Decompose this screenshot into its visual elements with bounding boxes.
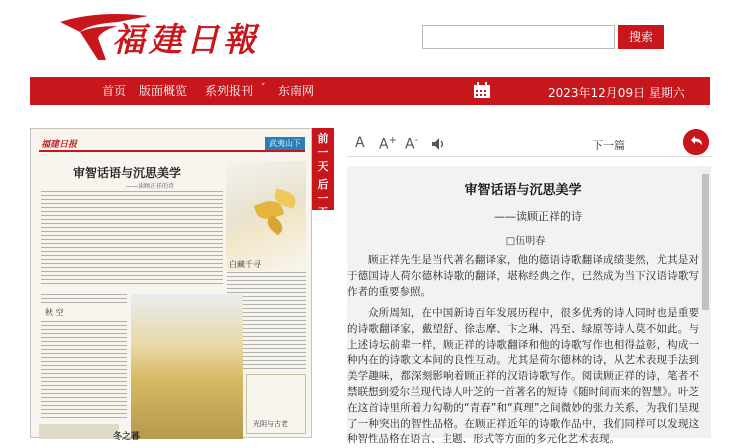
- paper-sidebar-box: [246, 374, 306, 434]
- tab-char[interactable]: 后: [317, 178, 329, 191]
- article-paragraph: 顾正祥先生是当代著名翻译家，他的德语诗歌翻译成绩斐然，尤其是对于德国诗人荷尔德林诗歌的翻译，堪称经典之作，已然成为当下汉语诗歌写作者的重要参照。: [347, 254, 699, 298]
- calendar-icon[interactable]: [473, 82, 491, 99]
- article-author: □伍明春: [505, 236, 546, 247]
- nav-series-publications[interactable]: 系列报刊: [205, 84, 254, 98]
- main-navbar: [30, 77, 710, 105]
- paper-mini-title: 光阴与古老: [253, 420, 288, 428]
- article-toolbar: [347, 131, 712, 157]
- article-content: [347, 166, 699, 446]
- search-input[interactable]: [422, 25, 615, 49]
- current-date: 2023年12月09日 星期六: [548, 86, 685, 100]
- tab-char[interactable]: 一: [317, 146, 329, 159]
- paper-article-title[interactable]: 审智话语与沉思美学: [73, 166, 182, 180]
- paper-photo-bottom: [39, 424, 119, 439]
- paper-masthead-bar: [39, 137, 305, 152]
- minus-label: -: [414, 135, 419, 146]
- tab-char[interactable]: 天: [317, 206, 329, 219]
- paper-section-label: 武夷山下: [265, 137, 305, 150]
- paper-mini-title: 冬之暮: [113, 432, 141, 442]
- font-larger-label: A: [379, 136, 389, 153]
- article-title: 审智话语与沉思美学: [464, 183, 582, 198]
- article-subtitle: ——读顾正祥的诗: [494, 210, 582, 223]
- back-arrow-icon[interactable]: [683, 129, 709, 155]
- newspaper-page-preview[interactable]: [30, 128, 312, 442]
- paper-masthead: 福建日报: [41, 140, 78, 150]
- paper-photo-leaves: [226, 161, 306, 271]
- tab-char[interactable]: 天: [317, 160, 329, 173]
- font-smaller-button[interactable]: [405, 135, 418, 153]
- search-button[interactable]: 搜索: [618, 25, 664, 49]
- nav-home[interactable]: 首页: [102, 84, 127, 98]
- tab-char[interactable]: 前: [317, 132, 329, 145]
- prev-next-day-tab[interactable]: [312, 128, 334, 219]
- plus-label: +: [388, 135, 397, 146]
- next-article-link[interactable]: 下一篇: [592, 139, 625, 152]
- logo-text[interactable]: 福建日報: [112, 20, 260, 59]
- scrollbar-thumb[interactable]: [702, 174, 709, 310]
- font-smaller-label: A: [405, 136, 415, 153]
- font-normal-button[interactable]: A: [355, 135, 365, 151]
- speaker-icon[interactable]: [431, 137, 447, 151]
- chevron-down-icon[interactable]: ˅: [261, 83, 266, 93]
- paper-photo-ginkgo-trees: [131, 294, 243, 439]
- paper-text-block[interactable]: [41, 191, 223, 287]
- paper-text-block[interactable]: [41, 321, 127, 419]
- nav-layout-overview[interactable]: 版面概览: [139, 84, 188, 98]
- paper-mini-title: 白藏千寻: [229, 260, 261, 269]
- paper-text-block[interactable]: [41, 294, 127, 306]
- article-paragraph: 众所周知，在中国新诗百年发展历程中，很多优秀的诗人同时也是重要的诗歌翻译家，戴望舒、徐志摩、卞之琳、冯至、绿原等诗人莫不如此。与上述诗坛前辈一样，顾正祥的诗歌翻译和他的诗歌写作也相得益彰，构成一种内在的诗歌文本间的良性互动。尤其是荷尔德林的诗，从艺术表现手法到美学趣味，都深刻影响着顾正祥的汉语诗歌写作。阅读顾正祥的诗，笔者不禁联想到爱尔兰现代诗人叶芝的一首著名的短诗《随时间而来的智慧》。叶芝在这首诗里所着力勾勒的“青春”和“真理”之间微妙的张力关系，为我们呈现了一种突出的智性品格。在顾正祥近年的诗歌作品中，我们同样可以发现这种智性品格在语言、主题、形式等方面的多元化艺术表现。: [347, 307, 699, 446]
- nav-southeast-net[interactable]: 东南网: [278, 84, 315, 98]
- paper-article-subtitle: ——读顾正祥的诗: [126, 183, 175, 190]
- paper-mini-title: 秋 空: [45, 308, 64, 317]
- font-larger-button[interactable]: [379, 135, 397, 153]
- tab-char[interactable]: 一: [317, 192, 329, 205]
